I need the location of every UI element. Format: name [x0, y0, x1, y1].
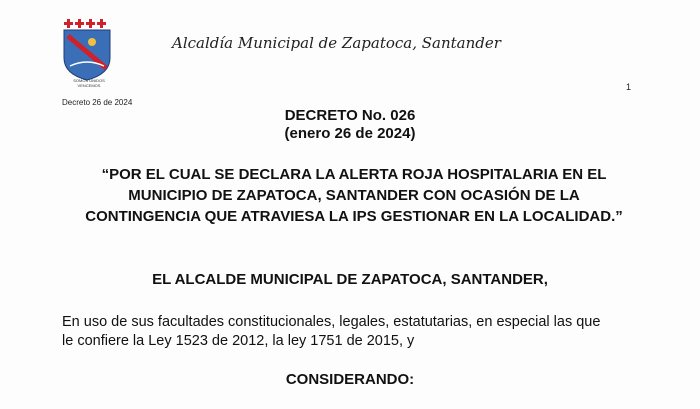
considering-heading: CONSIDERANDO: [285, 371, 415, 388]
preamble-line: En uso de sus facultades constitucionales, legales, estatutarias, en especial las que [62, 314, 601, 330]
subject-line: MUNICIPIO DE ZAPATOCA, SANTANDER CON OCASIÓN DE LA [128, 187, 580, 204]
coat-of-arms-icon [62, 18, 112, 84]
preamble-line: le confiere la Ley 1523 de 2012, la ley 1751 de 2015, y [62, 333, 415, 349]
subject-line: “POR EL CUAL SE DECLARA LA ALERTA ROJA HOSPITALARIA EN EL [101, 166, 607, 183]
mayor-heading: EL ALCALDE MUNICIPAL DE ZAPATOCA, SANTANDER, [152, 271, 548, 288]
page-number: 1 [626, 82, 632, 92]
decree-date-small: Decreto 26 de 2024 [62, 98, 133, 107]
decree-title: DECRETO No. 026 [284, 107, 416, 124]
preamble [62, 313, 662, 351]
decree-date: (enero 26 de 2024) [284, 125, 416, 142]
mayor-office-title: Alcaldía Municipal de Zapatoca, Santander [172, 34, 501, 52]
crest-motto: SOMOS UNIDOS VENCEMOS [73, 78, 105, 88]
subject-line: CONTINGENCIA QUE ATRAVIESA LA IPS GESTIONAR EN LA LOCALIDAD.” [85, 208, 623, 225]
decree-subject [60, 164, 648, 227]
